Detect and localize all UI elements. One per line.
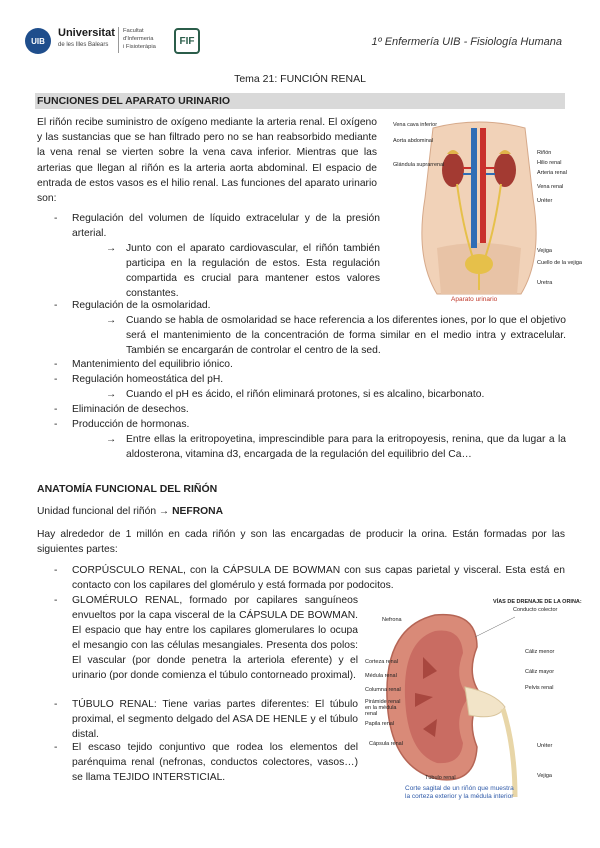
list-item-text: TÚBULO RENAL: Tiene varias partes diferentes: El túbulo proximal, el segmento delgado del ASA DE HENLE y el túbulo distal.: [72, 699, 358, 740]
faculty-line: Facultat: [123, 28, 144, 34]
label-hilio: Hilio renal: [537, 160, 562, 166]
kidney-section-figure: [365, 597, 582, 807]
list-item: - Regulación de la osmolaridad.: [60, 298, 560, 313]
sub-item-text: Cuando el pH es ácido, el riñón eliminará protones, si es alcalino, bicarbonato.: [126, 389, 485, 400]
label-caliz-menor: Cáliz menor: [525, 649, 555, 655]
label-corteza: Corteza renal: [365, 659, 399, 665]
header-divider: [118, 27, 119, 53]
list-item-text: CORPÚSCULO RENAL, con la CÁPSULA DE BOWMAN con sus capas parietal y visceral. Esta está en contacto con los capilares del glomérulo y está formada por podocitos.: [72, 565, 565, 591]
label-medula: Médula renal: [365, 673, 397, 679]
course-title: 1º Enfermería UIB - Fisiología Humana: [371, 36, 562, 48]
list-item-text: Mantenimiento del equilibrio iónico.: [72, 359, 233, 370]
figure-caption: Aparato urinario: [451, 296, 498, 303]
label-rinon: Riñón: [537, 150, 552, 156]
urinary-system-figure: [393, 118, 582, 306]
unit-name: NEFRONA: [172, 506, 224, 517]
list-item: - Regulación del volumen de líquido extracelular y de la presión arterial.: [54, 213, 380, 239]
list-item: - GLOMÉRULO RENAL, formado por capilares sanguíneos envueltos por la capa visceral de la CÁPSULA DE BOWMAN. El espacio que hay entre los capilares glomerulares lo ocupa el mesangio con las células mesangiales. Presenta dos polos: El vascular (por donde penetra la arteriola eferente) y el urinario (por donde comienza el túbulo contorneado proximal).: [54, 595, 358, 681]
urinary-system-illustration: [393, 118, 565, 306]
label-vejiga: Vejiga: [537, 773, 552, 779]
label-papila: Papila renal: [365, 721, 395, 727]
faculty-name: [123, 27, 156, 51]
label-ureter: Uréter: [537, 198, 553, 204]
label-vena: Vena renal: [537, 184, 564, 190]
label-pelvis: Pelvis renal: [525, 685, 554, 691]
list-item-text: Regulación del volumen de líquido extracelular y de la presión arterial.: [72, 213, 380, 239]
sub-item-text: Junto con el aparato cardiovascular, el riñón también participa en la regulación de estos. Esta regulación compartida es crucial para mantener estos valores constantes.: [126, 243, 380, 299]
label-aorta: Aorta abdominal: [393, 138, 434, 144]
list-item-text: GLOMÉRULO RENAL, formado por capilares sanguíneos envueltos por la capa visceral de la CÁPSULA DE BOWMAN. El espacio que hay entre los capilares glomerulares lo ocupa el mesangio con las células mesangiales. Presenta dos polos: El vascular (por donde penetra la arteriola eferente) y el urinario (por donde comienza el túbulo contorneado proximal).: [72, 595, 358, 681]
list-item: - Regulación homeostática del pH.: [60, 372, 560, 387]
label-columna: Columna renal: [365, 687, 401, 693]
figure-caption: Corte sagital de un riñón que muestra la corteza exterior y la médula interior: [405, 785, 514, 800]
label-nefrona: Nefrona: [382, 617, 402, 623]
list-item: - Mantenimiento del equilibrio iónico.: [60, 357, 560, 372]
label-piramide: Pirámide renal en la médula renal: [365, 699, 401, 717]
faculty-line: i Fisioteràpia: [123, 44, 156, 50]
list-item-text: Producción de hormonas.: [72, 419, 190, 430]
intro-paragraph: El riñón recibe suministro de oxígeno mediante la arteria renal. El oxígeno y las sustancias que se han filtrado pero no se han reabsorbido mediante la vena renal se vierten sobre la vena cava inferior. Mientras que las arterias que llegan al riñón es la arteria aorta abdominal. El espacio de entrada de estos vasos es el hilio renal. Las funciones del aparato urinario son:: [37, 117, 377, 205]
list-item: - El escaso tejido conjuntivo que rodea los elementos del parénquima renal (nefronas, conductos colectores, vasos…) se llama TEJIDO INTERSTICIAL.: [54, 742, 358, 783]
section-heading-anatomy: ANATOMÍA FUNCIONAL DEL RIÑÓN: [37, 483, 218, 495]
faculty-logo: FIF: [174, 28, 200, 54]
section-heading: FUNCIONES DEL APARATO URINARIO: [37, 95, 231, 107]
university-name: Universitat: [58, 27, 115, 39]
uib-logo: UIB: [25, 28, 51, 54]
label-caliz-mayor: Cáliz mayor: [525, 669, 555, 675]
list-item: - TÚBULO RENAL: Tiene varias partes diferentes: El túbulo proximal, el segmento delgado del ASA DE HENLE y el túbulo distal.: [54, 699, 358, 740]
label-uretra: Uretra: [537, 280, 553, 286]
sub-item-text: Entre ellas la eritropoyetina, imprescindible para para la eritropoyesis, renina, que da lugar a la aldosterona, vitamina d3, encargada de la regulación del equilibrio del Ca…: [126, 434, 566, 460]
label-capsula: Cápsula renal: [369, 741, 403, 747]
sub-item: → Cuando se habla de osmolaridad se hace referencia a los diferentes iones, por lo que el objetivo será el mantenimiento de la concentración de forma similar en el medio intra y extracelular. También se encargarán de controlar el centro de la sed.: [106, 315, 566, 356]
list-item: - Producción de hormonas.: [60, 417, 560, 432]
label-vejiga: Vejiga: [537, 248, 552, 254]
list-item-text: Regulación homeostática del pH.: [72, 374, 224, 385]
sub-item: → Junto con el aparato cardiovascular, el riñón también participa en la regulación de estos. Esta regulación compartida es crucial para mantener estos valores constantes.: [106, 243, 380, 299]
unit-line: [37, 504, 223, 519]
sub-item-text: Cuando se habla de osmolaridad se hace referencia a los diferentes iones, por lo que el objetivo será el mantenimiento de la concentración de forma similar en el medio intra y extracelular. También se encargarán de controlar el centro de la sed.: [126, 315, 566, 356]
label-cuello: Cuello de la vejiga: [537, 260, 582, 266]
list-item: - CORPÚSCULO RENAL, con la CÁPSULA DE BOWMAN con sus capas parietal y visceral. Esta está en contacto con los capilares del glomérulo y está formada por podocitos.: [54, 565, 565, 591]
unit-prefix: Unidad funcional del riñón →: [37, 506, 170, 517]
list-item-text: El escaso tejido conjuntivo que rodea los elementos del parénquima renal (nefronas, conductos colectores, vasos…) se llama TEJIDO INTERSTICIAL.: [72, 742, 358, 783]
page-title: Tema 21: FUNCIÓN RENAL: [234, 73, 366, 85]
label-vias: VÍAS DE DRENAJE DE LA ORINA:: [493, 599, 582, 605]
label-arteria: Arteria renal: [537, 170, 567, 176]
label-tubulo: Túbulo renal: [425, 775, 456, 781]
sub-item: → Cuando el pH es ácido, el riñón eliminará protones, si es alcalino, bicarbonato.: [106, 387, 566, 402]
list-item: - Eliminación de desechos.: [60, 402, 560, 417]
label-ureter: Uréter: [537, 743, 553, 749]
label-glandula: Glándula suprarrenal: [393, 162, 445, 168]
nefrona-intro: Hay alrededor de 1 millón en cada riñón y son las encargadas de producir la orina. Están formadas por las siguientes partes:: [37, 529, 565, 556]
label-vena-cava: Vena cava inferior: [393, 122, 438, 128]
list-item-text: Eliminación de desechos.: [72, 404, 189, 415]
sub-item: → Entre ellas la eritropoyetina, imprescindible para para la eritropoyesis, renina, que da lugar a la aldosterona, vitamina d3, encargada de la regulación del equilibrio del Ca…: [106, 434, 566, 460]
label-conducto: Conducto colector: [513, 607, 558, 613]
list-item-text: Regulación de la osmolaridad.: [72, 300, 211, 311]
faculty-line: d'Infermeria: [123, 36, 154, 42]
university-sub: de les Illes Balears: [58, 42, 109, 48]
